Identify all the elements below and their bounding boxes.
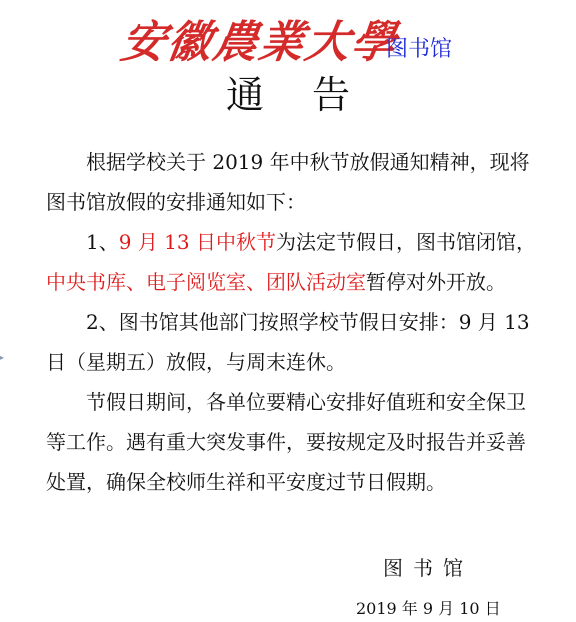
notice-date: 2019 年 9 月 10 日 (356, 599, 501, 618)
item-1-suffix: 暂停对外开放。 (366, 270, 506, 294)
margin-marker-icon: ▸ (0, 353, 5, 362)
page-header (0, 6, 576, 68)
item-1-places: 中央书库、电子阅览室、团队活动室 (46, 270, 366, 294)
intro-paragraph: 根据学校关于 2019 年中秋节放假通知精神，现将图书馆放假的安排通知如下： (46, 150, 530, 214)
notice-body (46, 142, 538, 502)
notice-title: 通告 (225, 73, 398, 117)
item-3-paragraph: 节假日期间，各单位要精心安排好值班和安全保卫等工作。遇有重大突发事件，要按规定及时报告并妥善处置，确保全校师生祥和平安度过节日假期。 (46, 390, 526, 494)
university-logo: 安徽農業大學 (117, 17, 401, 68)
item-2-paragraph: 2、图书馆其他部门按照学校节假日安排：9 月 13 日（星期五）放假，与周末连休。 (46, 310, 530, 374)
department-name: 图书馆 (386, 37, 453, 62)
item-1-text: 为法定节假日，图书馆闭馆， (275, 230, 536, 254)
signature: 图书馆 (383, 556, 473, 580)
item-1-paragraph (46, 222, 538, 302)
item-1-prefix: 1、 (86, 230, 119, 254)
item-1-date: 9 月 13 日中秋节 (118, 230, 276, 254)
